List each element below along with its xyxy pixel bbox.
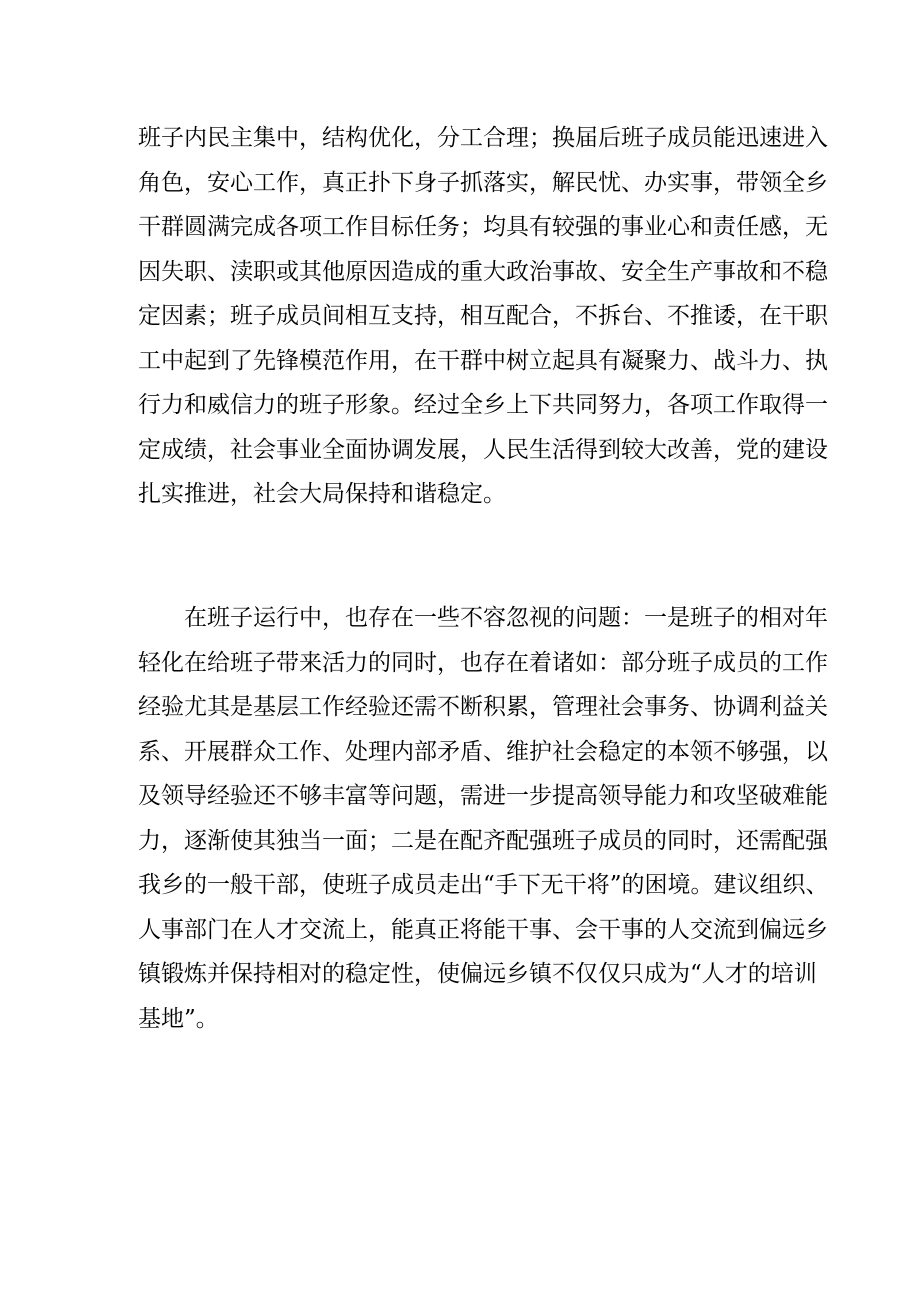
paragraph-line: 干群圆满完成各项工作目标任务；均具有较强的事业心和责任感，无 bbox=[138, 214, 828, 240]
paragraph-1 bbox=[138, 116, 828, 517]
paragraph-line: 系、开展群众工作、处理内部矛盾、维护社会稳定的本领不够强，以 bbox=[138, 738, 828, 765]
paragraph-line: 及领导经验还不够丰富等问题，需进一步提高领导能力和攻坚破难能 bbox=[138, 783, 828, 809]
paragraph-line: 定因素；班子成员间相互支持，相互配合，不拆台、不推诿，在干职 bbox=[138, 303, 828, 329]
paragraph-line: 班子内民主集中，结构优化，分工合理；换届后班子成员能迅速进入 bbox=[138, 125, 828, 151]
paragraph-line: 我乡的一般干部，使班子成员走出“手下无干将”的困境。建议组织、 bbox=[138, 872, 829, 898]
paragraph-line: 因失职、渎职或其他原因造成的重大政治事故、安全生产事故和不稳 bbox=[138, 258, 828, 285]
paragraph-line: 行力和威信力的班子形象。经过全乡上下共同努力，各项工作取得一 bbox=[138, 392, 828, 418]
paragraph-line: 在班子运行中，也存在一些不容忽视的问题：一是班子的相对年 bbox=[138, 605, 828, 631]
paragraph-line: 工中起到了先锋模范作用，在干群中树立起具有凝聚力、战斗力、执 bbox=[138, 347, 828, 374]
paragraph-line: 定成绩，社会事业全面协调发展，人民生活得到较大改善，党的建设 bbox=[138, 436, 828, 463]
paragraph-line: 力，逐渐使其独当一面；二是在配齐配强班子成员的同时，还需配强 bbox=[138, 827, 828, 854]
paragraph-line: 基地”。 bbox=[138, 1005, 219, 1032]
paragraph-line: 经验尤其是基层工作经验还需不断积累，管理社会事务、协调利益关 bbox=[138, 694, 828, 720]
paragraph-line: 角色，安心工作，真正扑下身子抓落实，解民忧、办实事，带领全乡 bbox=[138, 169, 828, 196]
paragraph-line: 人事部门在人才交流上，能真正将能干事、会干事的人交流到偏远乡 bbox=[138, 916, 828, 943]
paragraph-line: 镇锻炼并保持相对的稳定性，使偏远乡镇不仅仅只成为“人才的培训 bbox=[138, 961, 817, 987]
paragraph-line: 扎实推进，社会大局保持和谐稳定。 bbox=[138, 481, 506, 507]
paragraph-2 bbox=[138, 596, 829, 1041]
paragraph-line: 轻化在给班子带来活力的同时，也存在着诸如：部分班子成员的工作 bbox=[138, 649, 828, 676]
